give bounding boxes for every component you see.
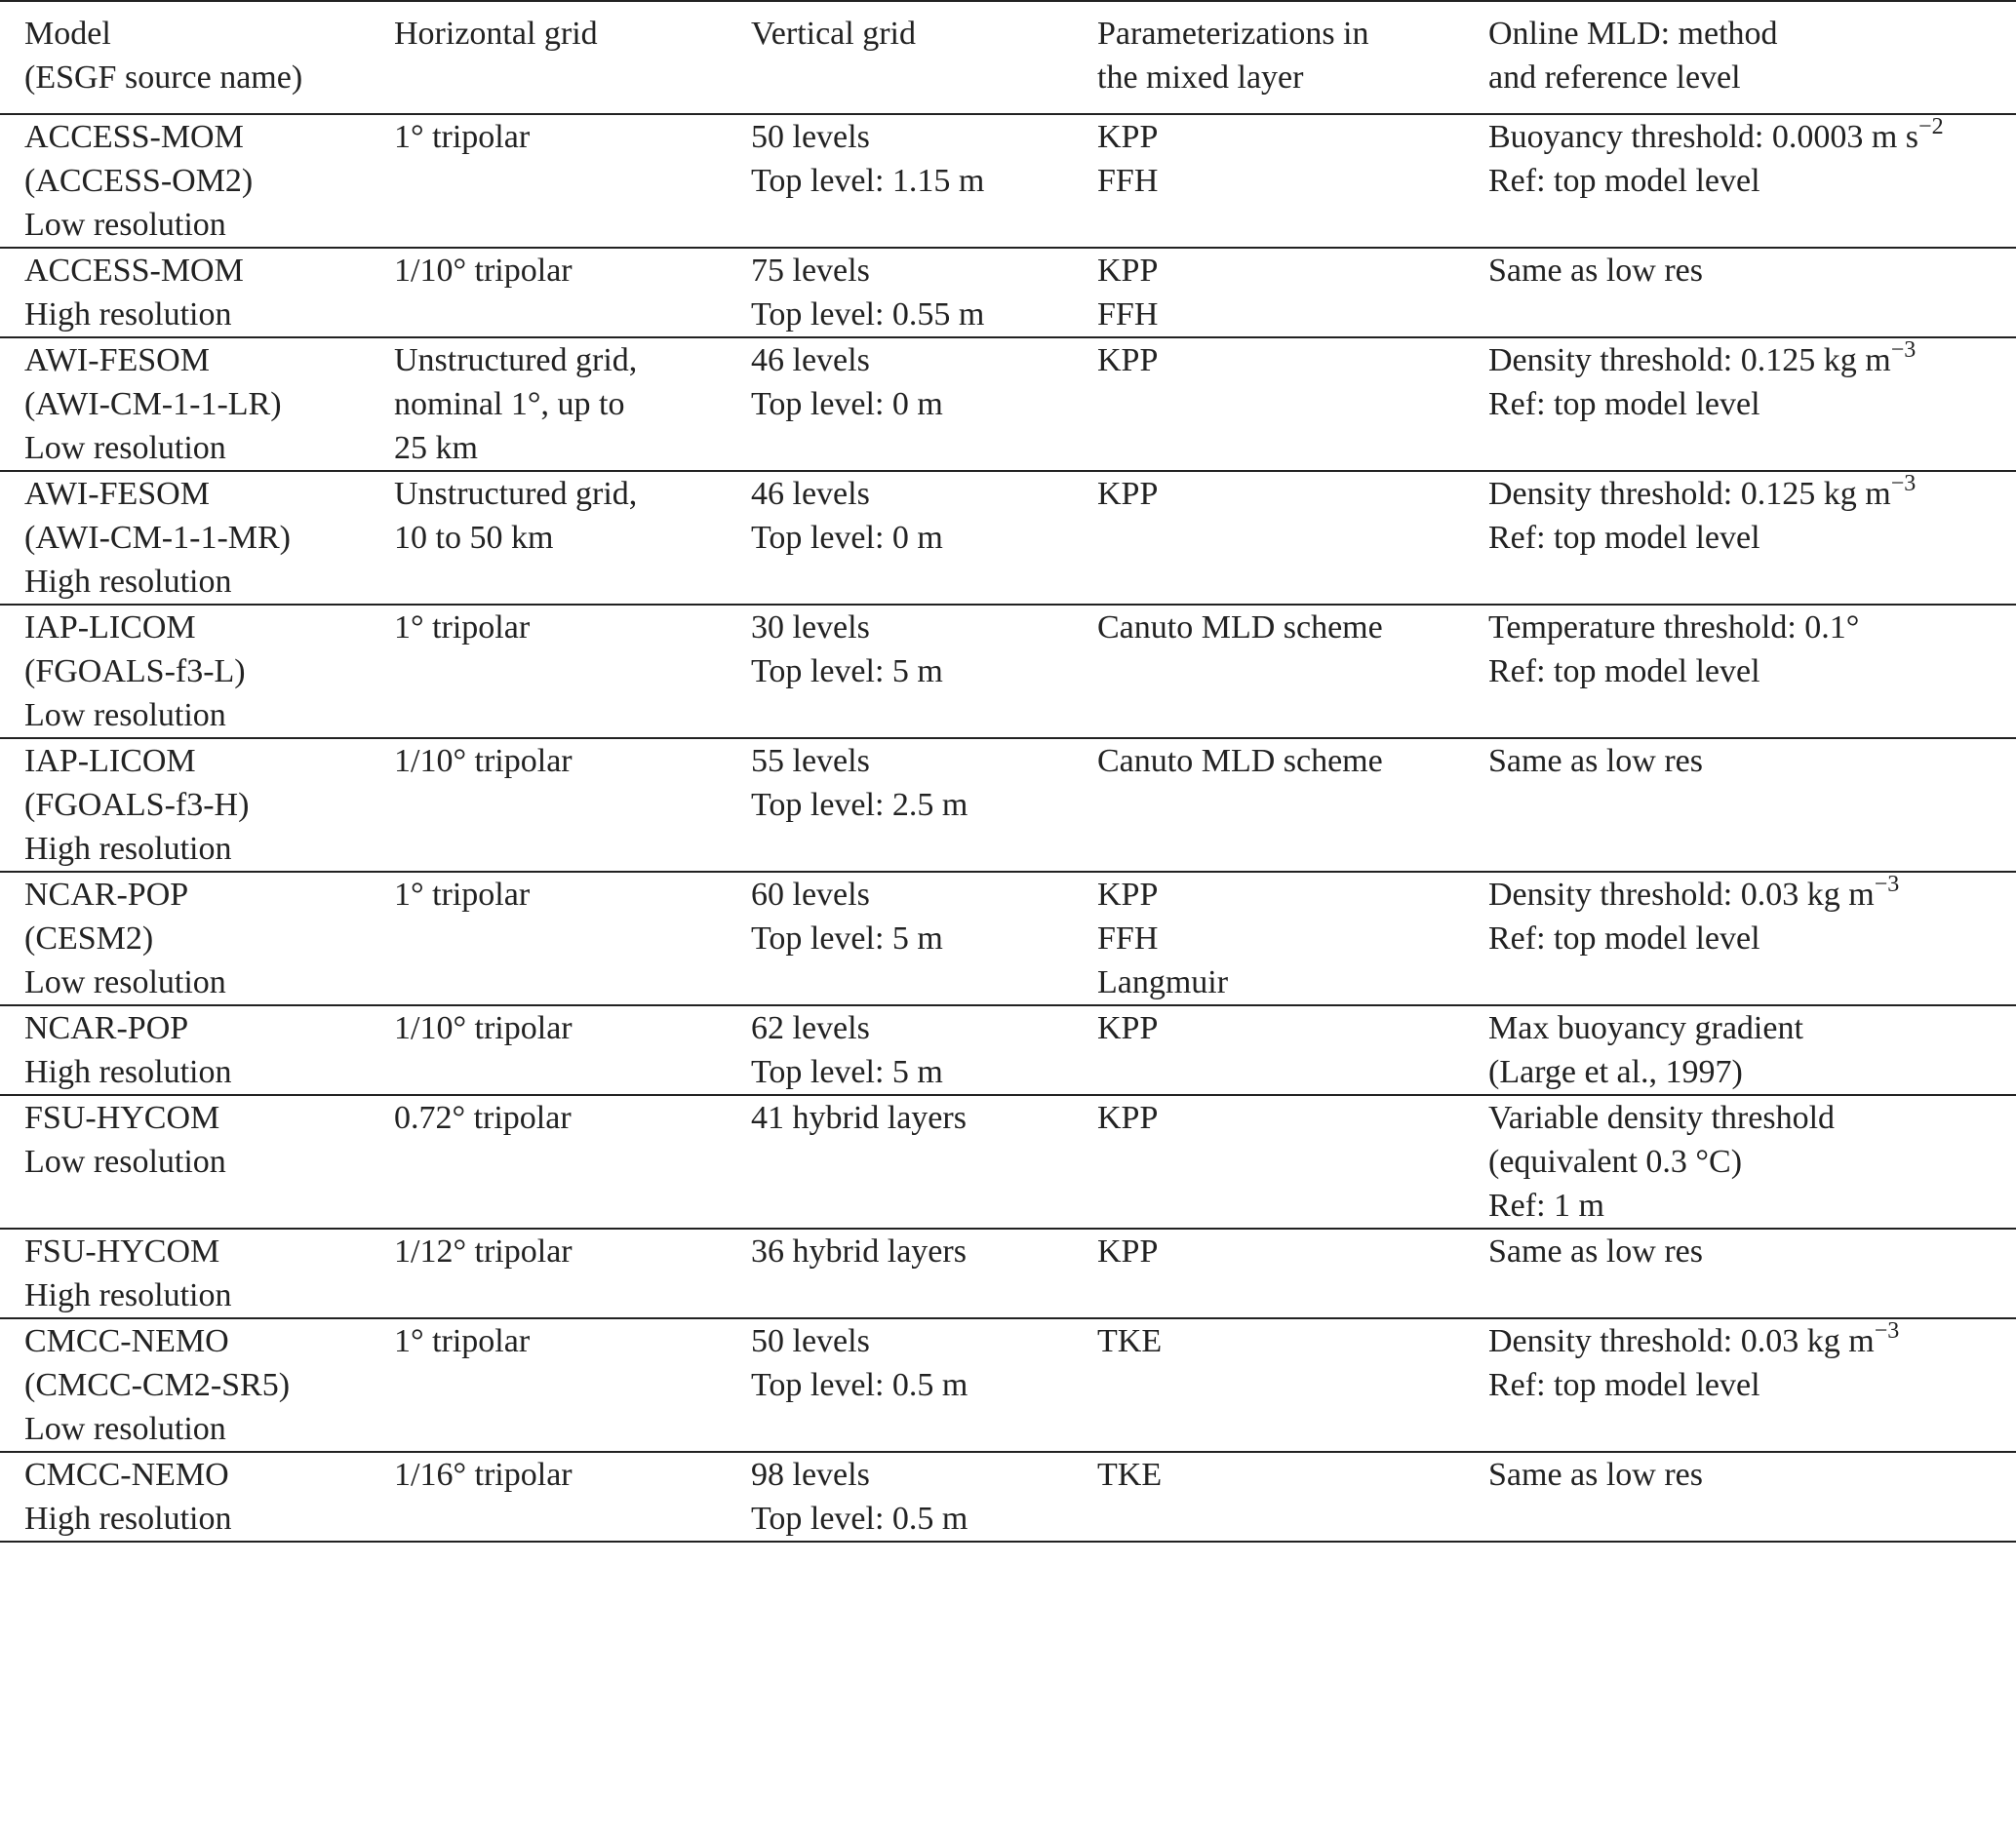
cell-vertical-grid xyxy=(751,1229,1097,1318)
cell-line: High resolution xyxy=(24,831,232,867)
cell-text: (equivalent 0.3 °C) xyxy=(1488,1144,1743,1180)
cell-line: 30 levels xyxy=(751,609,870,646)
cell-model xyxy=(0,605,394,738)
cell-line: 1/16° tripolar xyxy=(394,1457,573,1493)
cell-line: 1° tripolar xyxy=(394,1323,531,1359)
cell-line xyxy=(1488,382,2016,426)
table-row xyxy=(0,248,2016,337)
cell-line: High resolution xyxy=(24,564,232,600)
cell-online-mld xyxy=(1488,1005,2016,1095)
cell-online-mld xyxy=(1488,738,2016,872)
cell-vertical-grid xyxy=(751,471,1097,605)
cell-line: nominal 1°, up to xyxy=(394,386,625,422)
cell-line: (CESM2) xyxy=(24,920,154,957)
cell-horizontal-grid xyxy=(394,605,751,738)
cell-line: Top level: 2.5 m xyxy=(751,787,968,823)
cell-parameterizations xyxy=(1097,1005,1488,1095)
cell-model xyxy=(0,872,394,1005)
cell-model xyxy=(0,1005,394,1095)
cell-horizontal-grid xyxy=(394,1229,751,1318)
cell-line: (AWI-CM-1-1-LR) xyxy=(24,386,282,422)
cell-line: 46 levels xyxy=(751,476,870,512)
cell-text: Max buoyancy gradient xyxy=(1488,1010,1803,1046)
cell-line: 1/10° tripolar xyxy=(394,1010,573,1046)
cell-line: FFH xyxy=(1097,920,1159,957)
cell-line xyxy=(1488,159,2016,203)
cell-line: KPP xyxy=(1097,877,1159,913)
cell-line: Low resolution xyxy=(24,964,226,1000)
cell-vertical-grid xyxy=(751,738,1097,872)
cell-vertical-grid xyxy=(751,1095,1097,1229)
cell-line: Unstructured grid, xyxy=(394,476,638,512)
cell-line: FSU-HYCOM xyxy=(24,1100,220,1136)
table-row xyxy=(0,1452,2016,1542)
cell-model xyxy=(0,114,394,248)
cell-line: KPP xyxy=(1097,1100,1159,1136)
cell-line: AWI-FESOM xyxy=(24,342,210,378)
table-row xyxy=(0,1005,2016,1095)
cell-online-mld xyxy=(1488,471,2016,605)
cell-line: FFH xyxy=(1097,296,1159,333)
cell-line xyxy=(1488,917,2016,960)
cell-line: Canuto MLD scheme xyxy=(1097,743,1383,779)
cell-line: IAP-LICOM xyxy=(24,609,196,646)
cell-line xyxy=(1488,649,2016,693)
cell-line xyxy=(1488,338,2016,382)
cell-line: 0.72° tripolar xyxy=(394,1100,572,1136)
cell-line: CMCC-NEMO xyxy=(24,1323,229,1359)
cell-line: 1/12° tripolar xyxy=(394,1233,573,1270)
table-body xyxy=(0,114,2016,1542)
cell-line: 25 km xyxy=(394,430,478,466)
cell-model xyxy=(0,1095,394,1229)
cell-line: 1/10° tripolar xyxy=(394,743,573,779)
cell-vertical-grid xyxy=(751,1318,1097,1452)
cell-horizontal-grid xyxy=(394,1095,751,1229)
cell-text: Buoyancy threshold: 0.0003 m s xyxy=(1488,119,1919,155)
cell-parameterizations xyxy=(1097,872,1488,1005)
header-line: Online MLD: method xyxy=(1488,16,1778,52)
table-row xyxy=(0,1318,2016,1452)
cell-line: Top level: 5 m xyxy=(751,920,943,957)
cell-line: Top level: 1.15 m xyxy=(751,163,985,199)
cell-parameterizations xyxy=(1097,1452,1488,1542)
cell-line: AWI-FESOM xyxy=(24,476,210,512)
cell-horizontal-grid xyxy=(394,114,751,248)
cell-line xyxy=(1488,1096,2016,1140)
cell-line xyxy=(1488,1453,2016,1497)
cell-parameterizations xyxy=(1097,1095,1488,1229)
cell-line: 62 levels xyxy=(751,1010,870,1046)
cell-line: Langmuir xyxy=(1097,964,1229,1000)
cell-model xyxy=(0,1229,394,1318)
cell-line: Top level: 0.55 m xyxy=(751,296,985,333)
cell-online-mld xyxy=(1488,605,2016,738)
cell-line: 46 levels xyxy=(751,342,870,378)
cell-line xyxy=(1488,1319,2016,1363)
unit-exponent: −2 xyxy=(1918,114,1944,139)
cell-line: (CMCC-CM2-SR5) xyxy=(24,1367,291,1403)
cell-online-mld xyxy=(1488,114,2016,248)
cell-text: Ref: top model level xyxy=(1488,163,1760,199)
table-row xyxy=(0,872,2016,1005)
cell-line: Canuto MLD scheme xyxy=(1097,609,1383,646)
cell-line: 98 levels xyxy=(751,1457,870,1493)
cell-model xyxy=(0,738,394,872)
cell-horizontal-grid xyxy=(394,872,751,1005)
unit-exponent: −3 xyxy=(1890,337,1917,363)
cell-line: FSU-HYCOM xyxy=(24,1233,220,1270)
cell-line xyxy=(1488,739,2016,783)
cell-line: Top level: 5 m xyxy=(751,653,943,689)
cell-text: Density threshold: 0.125 kg m xyxy=(1488,476,1891,512)
cell-parameterizations xyxy=(1097,471,1488,605)
header-model xyxy=(0,1,394,114)
cell-line xyxy=(1488,873,2016,917)
cell-text: Density threshold: 0.03 kg m xyxy=(1488,877,1875,913)
cell-vertical-grid xyxy=(751,114,1097,248)
header-line: Parameterizations in xyxy=(1097,16,1369,52)
cell-parameterizations xyxy=(1097,114,1488,248)
cell-line: Top level: 0.5 m xyxy=(751,1367,968,1403)
cell-online-mld xyxy=(1488,1318,2016,1452)
cell-line: 50 levels xyxy=(751,119,870,155)
cell-line: KPP xyxy=(1097,476,1159,512)
cell-line xyxy=(1488,1050,2016,1094)
cell-line: Top level: 0 m xyxy=(751,520,943,556)
table-row xyxy=(0,738,2016,872)
cell-text: Same as low res xyxy=(1488,253,1704,289)
cell-line xyxy=(1488,1230,2016,1273)
cell-horizontal-grid xyxy=(394,471,751,605)
cell-line: Low resolution xyxy=(24,697,226,733)
header-line: Model xyxy=(24,16,111,52)
cell-line: Unstructured grid, xyxy=(394,342,638,378)
header-horizontal-grid xyxy=(394,1,751,114)
cell-line: (ACCESS-OM2) xyxy=(24,163,254,199)
table-row xyxy=(0,605,2016,738)
cell-line: 50 levels xyxy=(751,1323,870,1359)
cell-text: Temperature threshold: 0.1° xyxy=(1488,609,1860,646)
cell-line xyxy=(1488,1140,2016,1184)
cell-line xyxy=(1488,1363,2016,1407)
cell-line: Top level: 0 m xyxy=(751,386,943,422)
cell-line: FFH xyxy=(1097,163,1159,199)
cell-line: KPP xyxy=(1097,1010,1159,1046)
cell-line: 1° tripolar xyxy=(394,119,531,155)
cell-model xyxy=(0,248,394,337)
cell-line xyxy=(1488,606,2016,649)
cell-text: Same as low res xyxy=(1488,1233,1704,1270)
cell-line xyxy=(1488,249,2016,293)
cell-line: 1/10° tripolar xyxy=(394,253,573,289)
cell-text: Density threshold: 0.125 kg m xyxy=(1488,342,1891,378)
cell-vertical-grid xyxy=(751,248,1097,337)
cell-online-mld xyxy=(1488,337,2016,471)
cell-online-mld xyxy=(1488,872,2016,1005)
header-line: and reference level xyxy=(1488,59,1741,96)
cell-line: KPP xyxy=(1097,253,1159,289)
cell-line xyxy=(1488,1184,2016,1228)
table-row xyxy=(0,471,2016,605)
cell-line: 60 levels xyxy=(751,877,870,913)
cell-horizontal-grid xyxy=(394,248,751,337)
cell-text: Same as low res xyxy=(1488,1457,1704,1493)
cell-line: High resolution xyxy=(24,1277,232,1313)
cell-parameterizations xyxy=(1097,248,1488,337)
cell-line: KPP xyxy=(1097,1233,1159,1270)
cell-line xyxy=(1488,1006,2016,1050)
cell-line: High resolution xyxy=(24,1054,232,1090)
cell-horizontal-grid xyxy=(394,337,751,471)
header-online-mld xyxy=(1488,1,2016,114)
cell-line: KPP xyxy=(1097,342,1159,378)
unit-exponent: −3 xyxy=(1874,1318,1900,1344)
cell-line: Top level: 0.5 m xyxy=(751,1501,968,1537)
cell-line: (FGOALS-f3-L) xyxy=(24,653,246,689)
cell-line: 1° tripolar xyxy=(394,609,531,646)
cell-line: Low resolution xyxy=(24,1411,226,1447)
cell-parameterizations xyxy=(1097,337,1488,471)
cell-online-mld xyxy=(1488,1229,2016,1318)
cell-horizontal-grid xyxy=(394,1452,751,1542)
cell-horizontal-grid xyxy=(394,1318,751,1452)
cell-parameterizations xyxy=(1097,1318,1488,1452)
cell-line: Low resolution xyxy=(24,1144,226,1180)
header-line: (ESGF source name) xyxy=(24,59,303,96)
cell-vertical-grid xyxy=(751,1005,1097,1095)
cell-line: KPP xyxy=(1097,119,1159,155)
cell-model xyxy=(0,337,394,471)
cell-line xyxy=(1488,516,2016,560)
cell-text: Same as low res xyxy=(1488,743,1704,779)
cell-line: ACCESS-MOM xyxy=(24,253,244,289)
cell-line: IAP-LICOM xyxy=(24,743,196,779)
cell-model xyxy=(0,1318,394,1452)
cell-vertical-grid xyxy=(751,337,1097,471)
cell-line xyxy=(1488,115,2016,159)
cell-text: Ref: top model level xyxy=(1488,520,1760,556)
cell-text: Density threshold: 0.03 kg m xyxy=(1488,1323,1875,1359)
header-line: Vertical grid xyxy=(751,16,916,52)
cell-parameterizations xyxy=(1097,738,1488,872)
cell-line: (FGOALS-f3-H) xyxy=(24,787,250,823)
cell-text: Ref: top model level xyxy=(1488,386,1760,422)
table-row xyxy=(0,114,2016,248)
cell-model xyxy=(0,471,394,605)
cell-line: CMCC-NEMO xyxy=(24,1457,229,1493)
cell-text: (Large et al., 1997) xyxy=(1488,1054,1743,1090)
cell-model xyxy=(0,1452,394,1542)
header-line: Horizontal grid xyxy=(394,16,598,52)
cell-horizontal-grid xyxy=(394,738,751,872)
cell-online-mld xyxy=(1488,1095,2016,1229)
cell-line: Low resolution xyxy=(24,207,226,243)
table-row xyxy=(0,1229,2016,1318)
header-parameterizations xyxy=(1097,1,1488,114)
cell-online-mld xyxy=(1488,248,2016,337)
cell-line: High resolution xyxy=(24,1501,232,1537)
cell-line: TKE xyxy=(1097,1323,1163,1359)
cell-text: Ref: top model level xyxy=(1488,1367,1760,1403)
cell-line: 55 levels xyxy=(751,743,870,779)
cell-text: Ref: top model level xyxy=(1488,653,1760,689)
cell-vertical-grid xyxy=(751,872,1097,1005)
cell-vertical-grid xyxy=(751,1452,1097,1542)
cell-horizontal-grid xyxy=(394,1005,751,1095)
cell-line: Top level: 5 m xyxy=(751,1054,943,1090)
cell-line: 36 hybrid layers xyxy=(751,1233,967,1270)
table-header-row xyxy=(0,1,2016,114)
cell-text: Variable density threshold xyxy=(1488,1100,1836,1136)
cell-line: 10 to 50 km xyxy=(394,520,554,556)
cell-line xyxy=(1488,472,2016,516)
cell-online-mld xyxy=(1488,1452,2016,1542)
cell-parameterizations xyxy=(1097,1229,1488,1318)
table-row xyxy=(0,1095,2016,1229)
header-vertical-grid xyxy=(751,1,1097,114)
cell-line: High resolution xyxy=(24,296,232,333)
cell-line: 1° tripolar xyxy=(394,877,531,913)
cell-parameterizations xyxy=(1097,605,1488,738)
cell-line: NCAR-POP xyxy=(24,877,189,913)
cell-line: ACCESS-MOM xyxy=(24,119,244,155)
cell-line: Low resolution xyxy=(24,430,226,466)
cell-vertical-grid xyxy=(751,605,1097,738)
table-row xyxy=(0,337,2016,471)
header-line: the mixed layer xyxy=(1097,59,1304,96)
cell-line: TKE xyxy=(1097,1457,1163,1493)
cell-line: NCAR-POP xyxy=(24,1010,189,1046)
cell-line: (AWI-CM-1-1-MR) xyxy=(24,520,291,556)
unit-exponent: −3 xyxy=(1890,471,1917,496)
cell-line: 41 hybrid layers xyxy=(751,1100,967,1136)
cell-line: 75 levels xyxy=(751,253,870,289)
cell-text: Ref: 1 m xyxy=(1488,1188,1604,1224)
unit-exponent: −3 xyxy=(1874,872,1900,897)
cell-text: Ref: top model level xyxy=(1488,920,1760,957)
